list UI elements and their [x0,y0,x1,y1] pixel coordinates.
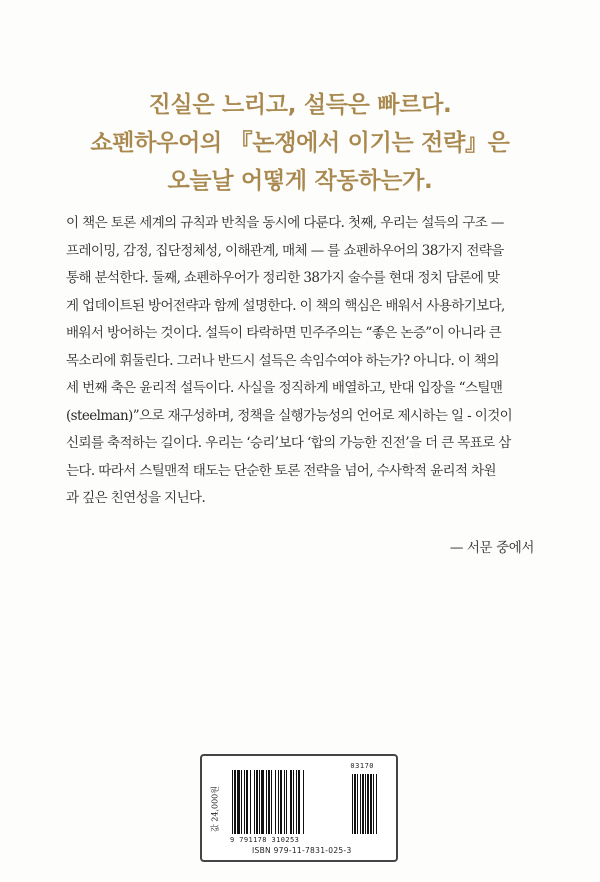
ean-digits: 9 791178 310253 [230,836,300,844]
barcode-bar [268,770,270,834]
barcode-bar [250,770,251,834]
excerpt-line: 게 업데이트된 방어전략과 함께 설명한다. 이 책의 핵심은 배워서 사용하기보다, [66,297,505,314]
addon-bar [352,774,353,834]
barcode-bar [237,770,240,834]
addon-bar [357,774,358,834]
barcode-bar [284,770,285,834]
addon-bar [373,774,374,834]
barcode-bar [241,770,242,834]
addon-bar [376,774,377,834]
price-label [208,764,222,854]
barcode-bar [278,770,279,834]
excerpt-line: 배워서 방어하는 것이다. 설득이 타락하면 민주주의는 “좋은 논증”이 아니라 큰 [66,325,502,341]
excerpt-line: 통해 분석한다. 둘째, 쇼펜하우어가 정리한 38가지 술수를 현대 정치 담론에 맞 [66,270,500,286]
barcode-bar [234,770,236,834]
barcode-bar [280,770,282,834]
barcode-bar [303,770,304,834]
price-text: 값 24,000원 [210,786,220,832]
headline-line-2: 쇼펜하우어의 『논쟁에서 이기는 전략』은 [90,130,510,156]
addon-bar [362,774,364,834]
excerpt-line: 프레이밍, 감정, 집단정체성, 이해관계, 매체 — 를 쇼펜하우어의 38가지 전략을 [66,242,504,259]
isbn-text: ISBN 979-11-7831-025-3 [252,846,352,855]
addon-code: 03170 [350,762,374,770]
excerpt-line: (steelman)”으로 재구성하며, 정책을 실행가능성의 언어로 제시하는 일 - 이것이 [66,407,513,424]
excerpt-line: 세 번째 축은 윤리적 설득이다. 사실을 정직하게 배열하고, 반대 입장을 “스틸맨 [66,380,503,396]
addon-bar [354,774,356,834]
barcode-bar [232,770,233,834]
addon-bar [360,774,361,834]
barcode-bar [296,770,297,834]
barcode-bar [256,770,258,834]
barcode-bar [246,770,248,834]
barcode-bar [261,770,264,834]
barcode-bar [244,770,245,834]
barcode-bar [254,770,255,834]
headline-line-3: 오늘날 어떻게 작동하는가. [167,168,433,194]
barcode-bars [230,770,390,838]
excerpt-text [66,210,536,513]
barcode-bar [271,770,272,834]
addon-bar [370,774,372,834]
headline-line-1: 진실은 느리고, 설득은 빠르다. [148,92,452,118]
barcode-bar [286,770,287,834]
excerpt-line: 이 책은 토론 세계의 규칙과 반칙을 동시에 다룬다. 첫째, 우리는 설득의 구조 — [66,215,504,231]
barcode-box [200,754,398,862]
excerpt-line: 과 깊은 친연성을 지닌다. [66,490,206,506]
excerpt-line: 목소리에 휘둘린다. 그러나 반드시 설득은 속임수여야 하는가? 아니다. 이 책의 [66,352,499,369]
addon-bar [367,774,369,834]
barcode-bar [298,770,300,834]
headline [0,86,600,200]
addon-bar [365,774,366,834]
barcode-bar [293,770,294,834]
barcode-bar [266,770,267,834]
excerpt-line: 는다. 따라서 스틸맨적 태도는 단순한 토론 전략을 넘어, 수사학적 윤리적 차원 [66,462,496,479]
barcode-bar [290,770,292,834]
barcode-bar [259,770,260,834]
barcode-bar [275,770,276,834]
excerpt-source: — 서문 중에서 [449,540,534,556]
excerpt-line: 신뢰를 축적하는 길이다. 우리는 ‘승리’보다 ‘합의 가능한 진전’을 더 큰 목표로 삼 [66,435,511,451]
